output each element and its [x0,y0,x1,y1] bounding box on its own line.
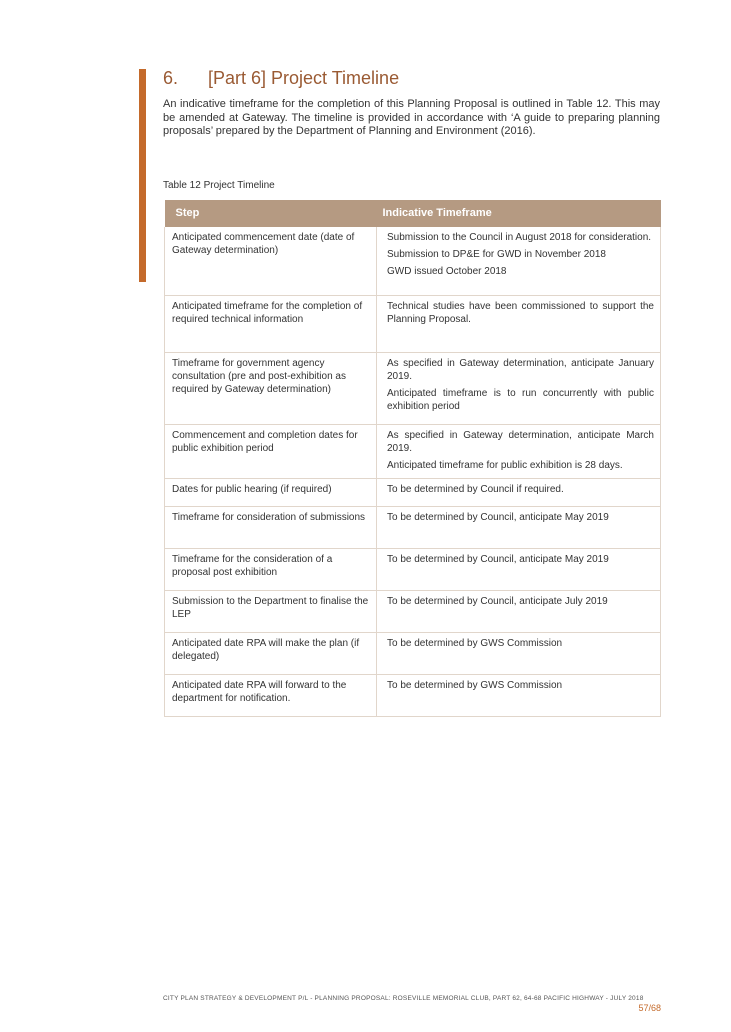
timeframe-line: To be determined by GWS Commission [387,637,563,649]
step-cell: Anticipated commencement date (date of Gateway determination) [165,227,377,295]
table-row [165,424,661,478]
section-title: [Part 6] Project Timeline [208,68,400,88]
step-cell: Submission to the Department to finalise the LEP [165,590,377,632]
timeframe-line: GWD issued October 2018 [387,266,507,277]
timeframe-line: As specified in Gateway determination, anticipate January 2019. [387,357,654,382]
timeframe-line: Technical studies have been commissioned to support the Planning Proposal. [387,300,654,325]
table-row [165,478,661,506]
table-row [165,590,661,632]
step-cell: Dates for public hearing (if required) [165,478,377,506]
step-cell: Anticipated timeframe for the completion of required technical information [165,295,377,352]
timeframe-cell [377,227,661,295]
table-row [165,227,661,295]
table-caption: Table 12 Project Timeline [163,180,275,191]
step-cell: Timeframe for consideration of submissions [165,506,377,548]
timeframe-cell [377,424,661,478]
page-footer: CITY PLAN STRATEGY & DEVELOPMENT P/L - PLANNING PROPOSAL: ROSEVILLE MEMORIAL CLUB, PART 62, 64-68 PACIFIC HIGHWAY - JULY 2018 [163,995,644,1002]
timeframe-cell [377,478,661,506]
timeframe-cell [377,352,661,424]
timeframe-line: To be determined by GWS Commission [387,679,563,691]
timeframe-line: Anticipated timeframe is to run concurrently with public exhibition period [387,387,654,412]
timeframe-cell [377,506,661,548]
timeframe-line: To be determined by Council if required. [387,483,564,495]
table-row [165,506,661,548]
section-heading [163,68,399,89]
header-timeframe: Indicative Timeframe [377,200,661,227]
step-cell: Timeframe for government agency consultation (pre and post-exhibition as required by Gateway determination) [165,352,377,424]
step-cell: Anticipated date RPA will forward to the department for notification. [165,674,377,716]
timeframe-cell [377,632,661,674]
project-timeline-table [164,200,661,717]
timeframe-line: Anticipated timeframe for public exhibition is 28 days. [387,459,623,471]
table-row [165,632,661,674]
table-row [165,674,661,716]
timeframe-line: To be determined by Council, anticipate May 2019 [387,553,609,565]
timeframe-cell [377,590,661,632]
timeframe-line: As specified in Gateway determination, anticipate March 2019. [387,429,654,454]
timeframe-cell [377,674,661,716]
timeframe-line: Submission to DP&E for GWD in November 2018 [387,249,606,260]
table-row [165,548,661,590]
page-number: 57/68 [638,1003,661,1013]
section-number: 6. [163,68,179,88]
intro-paragraph: An indicative timeframe for the completion of this Planning Proposal is outlined in Table 12. This may be amended at Gateway. The timeline is provided in accordance with ‘A guide to preparing planning proposals’ prepared by the Department of Planning and Environment (2016). [163,98,660,137]
table-row [165,352,661,424]
header-step: Step [165,200,377,227]
timeframe-line: Submission to the Council in August 2018 for consideration. [387,232,652,243]
table-header-row [165,200,661,227]
timeframe-line: To be determined by Council, anticipate July 2019 [387,595,608,607]
section-accent-bar [139,69,146,282]
step-cell: Anticipated date RPA will make the plan (if delegated) [165,632,377,674]
timeframe-cell [377,548,661,590]
timeframe-line: To be determined by Council, anticipate May 2019 [387,511,609,523]
table-row [165,295,661,352]
step-cell: Timeframe for the consideration of a proposal post exhibition [165,548,377,590]
step-cell: Commencement and completion dates for public exhibition period [165,424,377,478]
timeframe-cell [377,295,661,352]
